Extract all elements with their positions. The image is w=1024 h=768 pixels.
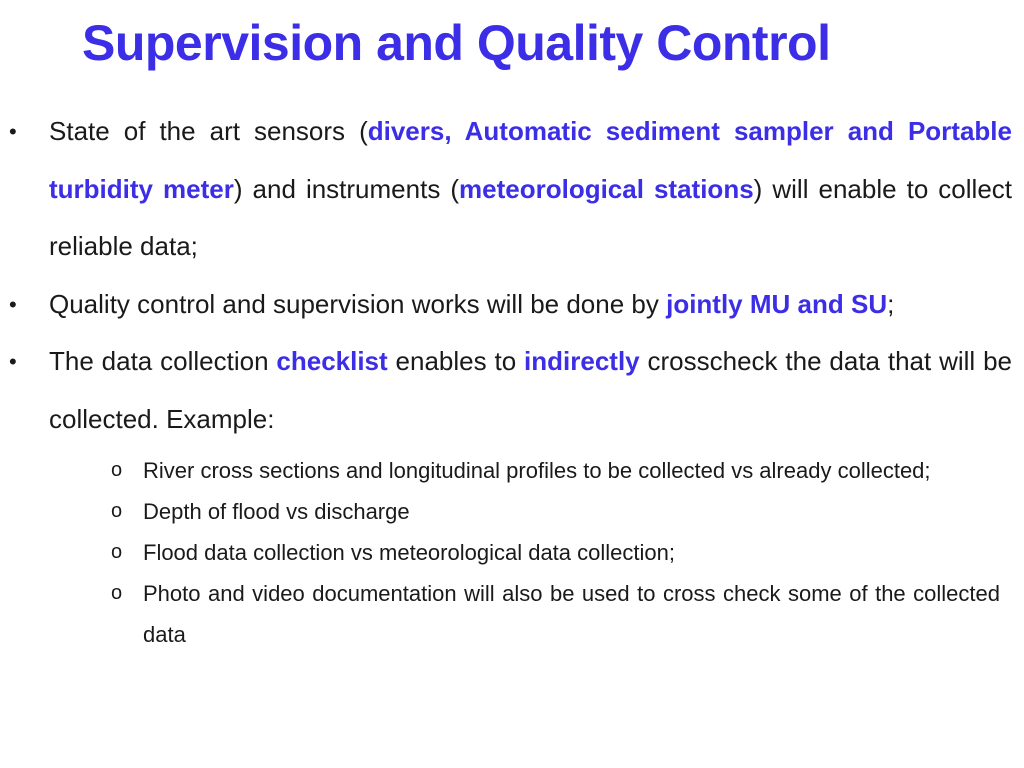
highlight-text: jointly MU and SU [666,288,888,319]
example-item-cross-sections [49,450,1012,491]
highlight-text: divers, Automatic sediment sampler and Portable turbidity meter [49,116,1012,204]
bullet-text: ; [887,288,895,319]
bullet-text: State of the art sensors ( [49,116,368,146]
bullet-text: ) will enable to collect reliable data; [49,173,1013,261]
highlight-text: indirectly [524,346,640,376]
bullet-item-checklist [0,333,1024,655]
bullet-text: crosscheck the data that will be collected. Example: [49,346,1012,434]
slide-title: Supervision and Quality Control [82,15,831,71]
example-item-photo-video [49,573,1012,655]
bullet-marker: • [9,349,17,374]
bullet-text: enables to [387,346,525,376]
highlight-text: meteorological stations [459,173,754,204]
example-text: River cross sections and longitudinal profiles to be collected vs already collected; [143,458,931,483]
sub-bullet-marker: o [111,582,123,604]
example-list [49,450,1012,655]
highlight-text: checklist [276,346,388,376]
bullet-text: The data collection [49,346,277,376]
bullet-marker: • [9,291,17,317]
example-item-flood-depth [49,491,1012,532]
bullet-text: ) and instruments ( [233,173,460,204]
bullet-list [0,103,1024,655]
bullet-marker: • [9,119,17,144]
example-text: Flood data collection vs meteorological data collection; [143,540,675,565]
bullet-item-sensors [0,103,1024,276]
sub-bullet-marker: o [111,500,123,522]
sub-bullet-marker: o [111,459,123,481]
bullet-text: Quality control and supervision works will be done by [49,288,667,319]
example-item-flood-vs-meteo [49,532,1012,573]
bullet-item-quality-control [0,276,1024,334]
example-text: Depth of flood vs discharge [143,499,410,524]
example-text: Photo and video documentation will also be used to cross check some of the collected data [143,581,1000,647]
sub-bullet-marker: o [111,541,123,563]
